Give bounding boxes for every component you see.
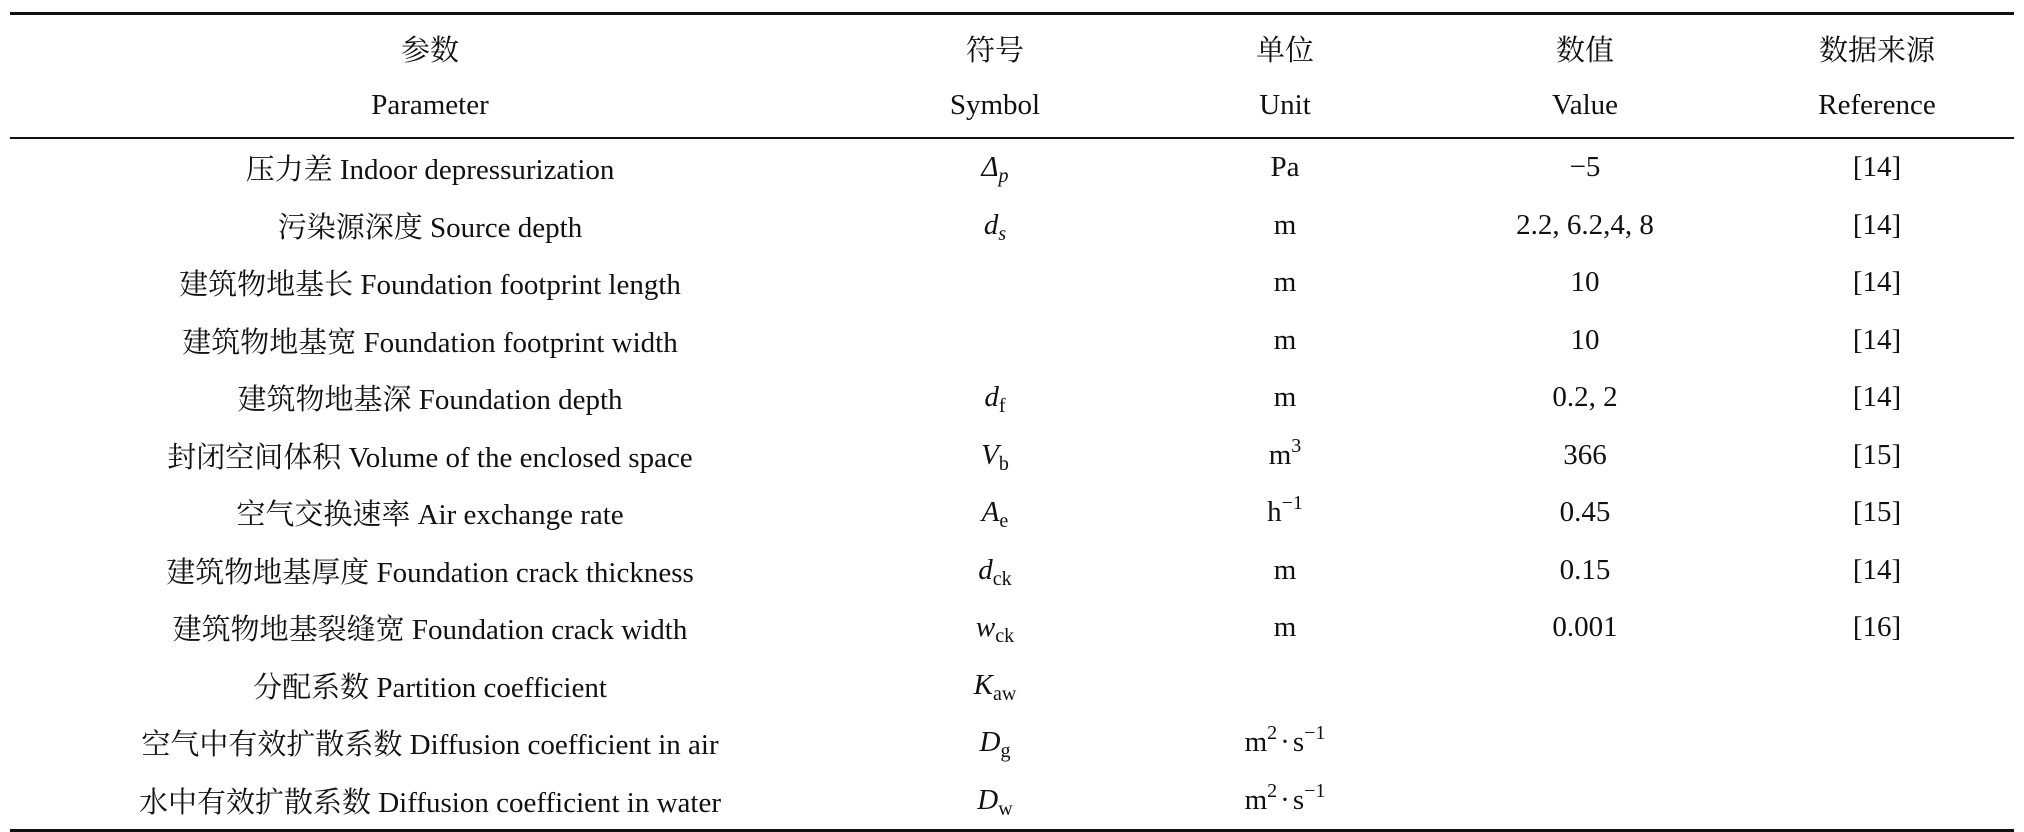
cell-reference: [15]: [1852, 438, 1902, 471]
cell-value: [1430, 714, 1740, 772]
cell-value: [1430, 772, 1740, 831]
cell-symbol: [850, 772, 1140, 831]
cell-reference: [16]: [1852, 611, 1902, 644]
unit-base: m: [1273, 553, 1297, 586]
table-row: [10, 599, 2014, 657]
symbol-subscript: w: [998, 797, 1013, 820]
unit-base: m: [1244, 726, 1268, 759]
cell-unit: [1140, 138, 1430, 197]
unit-base: m: [1268, 438, 1292, 471]
symbol-subscript: ck: [995, 625, 1015, 648]
cell-symbol: [850, 197, 1140, 255]
cell-parameter: 空气交换速率 Air exchange rate: [236, 499, 624, 532]
cell-reference: [14]: [1852, 553, 1902, 586]
symbol-main: Δ: [981, 151, 999, 184]
cell-unit: [1140, 312, 1430, 370]
unit-base: m: [1244, 783, 1268, 816]
cell-value: 10: [1570, 266, 1600, 299]
cell-symbol: [850, 657, 1140, 715]
header-en-parameter: Parameter: [10, 79, 850, 138]
symbol-subscript: g: [1000, 740, 1011, 763]
cell-reference: [1740, 657, 2014, 715]
cell-symbol: [850, 714, 1140, 772]
unit-exponent: 2: [1267, 722, 1278, 745]
unit-base: m: [1273, 381, 1297, 414]
cell-parameter: 封闭空间体积 Volume of the enclosed space: [167, 441, 693, 474]
symbol-main: V: [981, 438, 999, 471]
cell-reference: [14]: [1852, 266, 1902, 299]
cell-parameter: 建筑物地基深 Foundation depth: [237, 384, 623, 417]
cell-parameter: 建筑物地基裂缝宽 Foundation crack width: [172, 614, 688, 647]
symbol-main: d: [984, 381, 999, 414]
cell-unit: [1140, 427, 1430, 485]
header-cn-unit: 单位: [1140, 14, 1430, 80]
table-row: [10, 254, 2014, 312]
unit-exponent: 2: [1267, 779, 1278, 802]
unit-base: m: [1273, 208, 1297, 241]
unit-base: m: [1273, 266, 1297, 299]
symbol-main: w: [975, 611, 996, 644]
symbol-subscript: e: [999, 510, 1009, 533]
cell-reference: [1740, 714, 2014, 772]
cell-value: [1430, 657, 1740, 715]
cell-parameter: 空气中有效扩散系数 Diffusion coefficient in air: [141, 729, 719, 762]
cell-symbol: [850, 599, 1140, 657]
table-row: [10, 427, 2014, 485]
table-row: [10, 197, 2014, 255]
header-cn-parameter: 参数: [10, 14, 850, 80]
unit-base: m: [1273, 323, 1297, 356]
cell-unit: [1140, 599, 1430, 657]
unit-base-2: s: [1292, 783, 1305, 816]
cell-symbol: [850, 138, 1140, 197]
symbol-subscript: ck: [992, 567, 1012, 590]
cell-parameter: 建筑物地基厚度 Foundation crack thickness: [166, 556, 694, 589]
header-cn-reference: 数据来源: [1740, 14, 2014, 80]
header-cn-value: 数值: [1430, 14, 1740, 80]
table-row: [10, 484, 2014, 542]
unit-base: h: [1267, 496, 1282, 529]
symbol-main: D: [979, 726, 1001, 759]
table-row: [10, 542, 2014, 600]
cell-value: 0.15: [1559, 553, 1611, 586]
cell-value: 2.2, 6.2,4, 8: [1516, 208, 1654, 241]
cell-reference: [14]: [1852, 151, 1902, 184]
unit-base: Pa: [1270, 151, 1300, 184]
symbol-main: A: [981, 496, 1000, 529]
unit-base-2: s: [1292, 726, 1305, 759]
cell-value: 0.001: [1552, 611, 1618, 644]
table-row: [10, 312, 2014, 370]
cell-unit: [1140, 657, 1430, 715]
cell-reference: [1740, 772, 2014, 831]
cell-value: 366: [1563, 438, 1607, 471]
cell-parameter: 分配系数 Partition coefficient: [253, 671, 607, 704]
symbol-subscript: f: [998, 395, 1006, 418]
cell-parameter: 建筑物地基长 Foundation footprint length: [179, 269, 681, 302]
cell-parameter: 压力差 Indoor depressurization: [245, 154, 615, 187]
cell-value: 0.45: [1559, 496, 1611, 529]
table-row: [10, 714, 2014, 772]
cell-symbol: [850, 542, 1140, 600]
table-row: [10, 657, 2014, 715]
cell-symbol: [850, 427, 1140, 485]
cell-symbol: [850, 484, 1140, 542]
cell-parameter: 建筑物地基宽 Foundation footprint width: [182, 326, 678, 359]
cell-parameter: 水中有效扩散系数 Diffusion coefficient in water: [10, 772, 850, 831]
unit-dot: ·: [1280, 726, 1290, 759]
cell-unit: [1140, 484, 1430, 542]
unit-exponent: 3: [1291, 434, 1302, 457]
unit-exponent: −1: [1281, 492, 1303, 515]
symbol-subscript: aw: [993, 682, 1017, 705]
header-en-symbol: Symbol: [850, 79, 1140, 138]
cell-reference: [15]: [1852, 496, 1902, 529]
symbol-subscript: s: [998, 222, 1007, 245]
cell-unit: [1140, 254, 1430, 312]
symbol-main: D: [977, 783, 999, 816]
symbol-main: d: [983, 208, 999, 241]
cell-value: 10: [1570, 323, 1600, 356]
cell-parameter: 污染源深度 Source depth: [277, 211, 583, 244]
cell-symbol: [850, 254, 1140, 312]
cell-symbol: [850, 369, 1140, 427]
cell-value: 0.2, 2: [1552, 381, 1618, 414]
unit-base: m: [1273, 611, 1297, 644]
unit-exponent-2: −1: [1304, 779, 1326, 802]
table-row: [10, 772, 2014, 831]
symbol-main: d: [978, 553, 993, 586]
table-row: [10, 138, 2014, 197]
cell-unit: [1140, 714, 1430, 772]
symbol-subscript: b: [998, 452, 1009, 475]
unit-dot: ·: [1280, 783, 1290, 816]
header-en-unit: Unit: [1140, 79, 1430, 138]
symbol-main: K: [973, 668, 993, 701]
parameter-table: [10, 12, 2014, 832]
cell-reference: [14]: [1852, 208, 1902, 241]
table-body: [10, 138, 2014, 831]
header-cn-symbol: 符号: [850, 14, 1140, 80]
table-row: [10, 369, 2014, 427]
cell-reference: [14]: [1852, 381, 1902, 414]
unit-exponent-2: −1: [1304, 722, 1326, 745]
cell-unit: [1140, 197, 1430, 255]
header-en-reference: Reference: [1740, 79, 2014, 138]
header-en-value: Value: [1430, 79, 1740, 138]
cell-symbol: [850, 312, 1140, 370]
symbol-subscript: p: [998, 165, 1009, 188]
cell-unit: [1140, 542, 1430, 600]
cell-value: −5: [1569, 151, 1601, 184]
cell-unit: [1140, 772, 1430, 831]
cell-unit: [1140, 369, 1430, 427]
table-header: [10, 14, 2014, 139]
cell-reference: [14]: [1852, 323, 1902, 356]
